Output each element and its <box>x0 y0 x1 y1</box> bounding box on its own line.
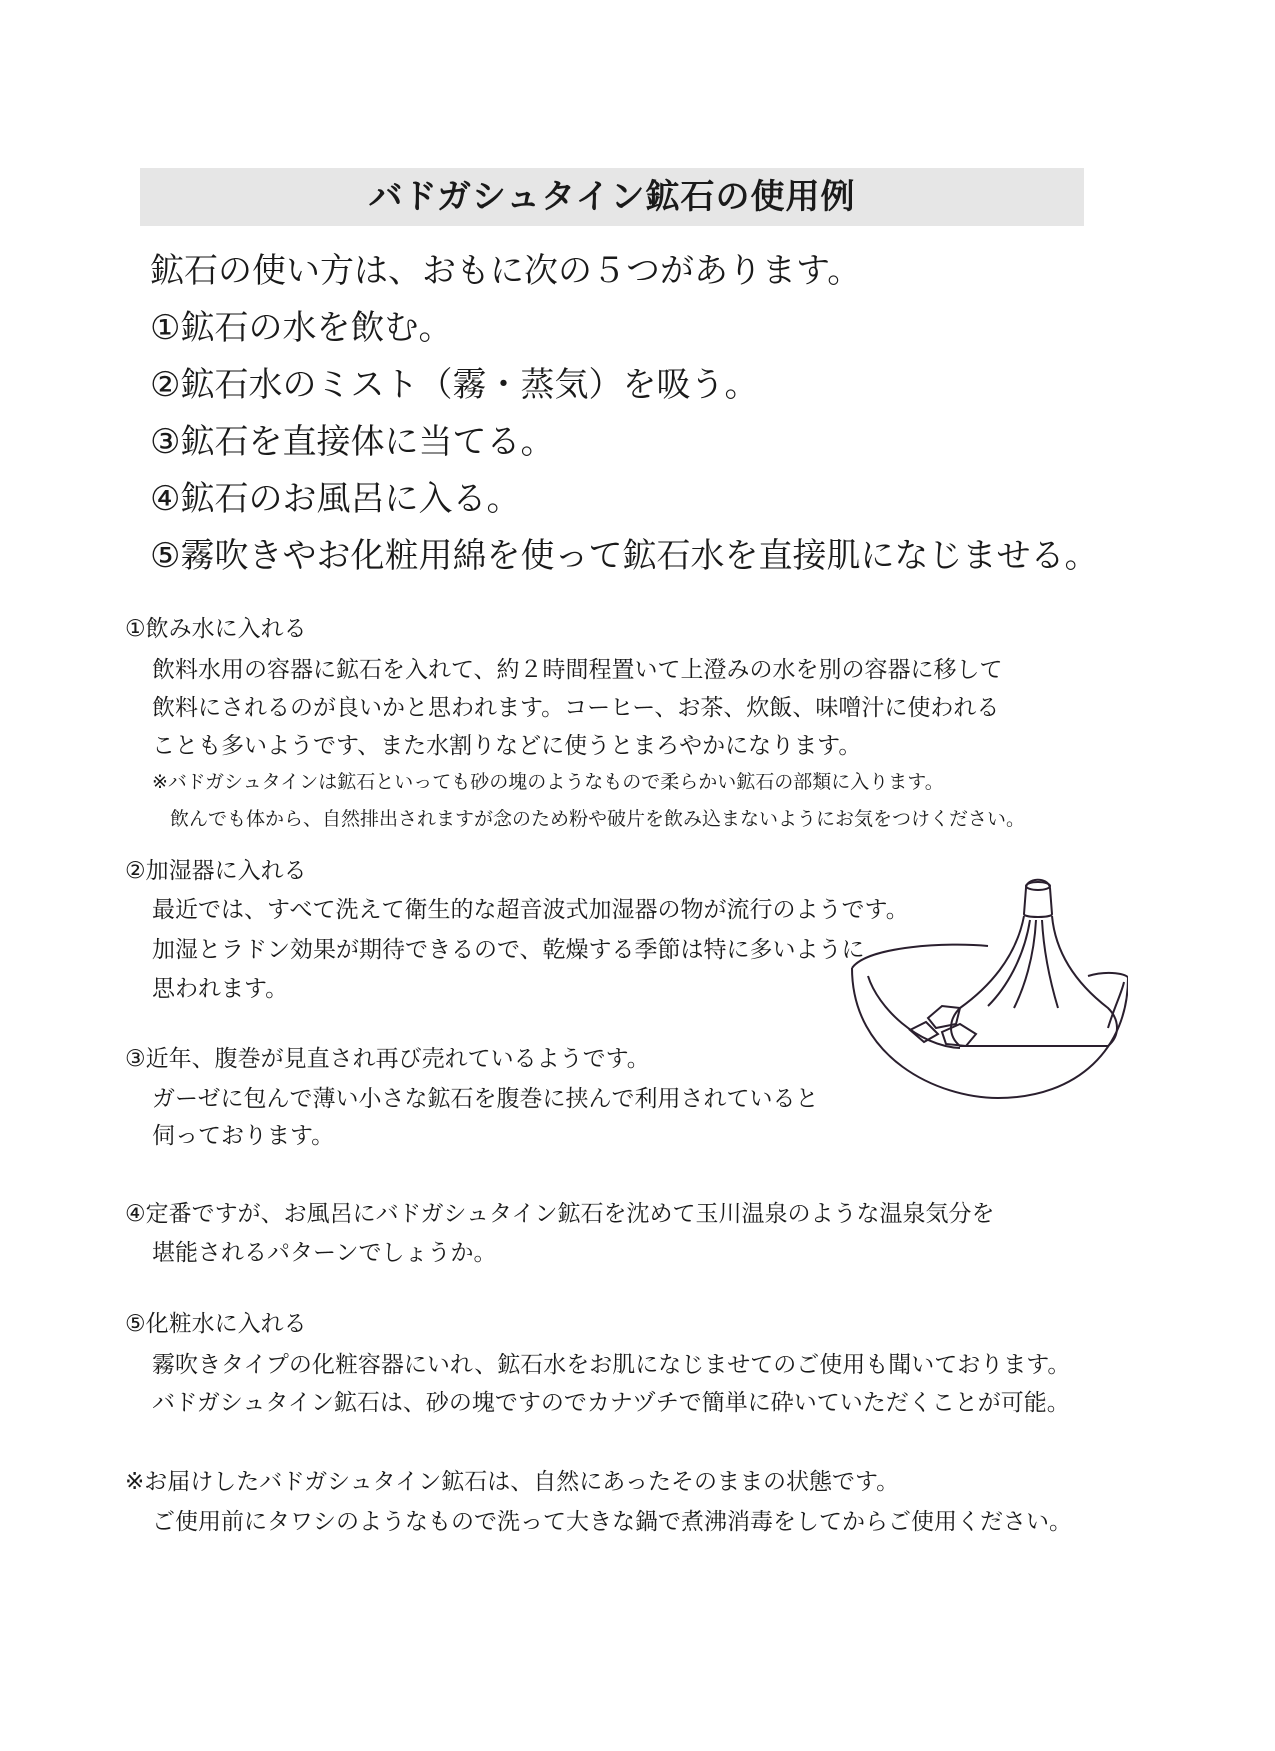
section-4-line-1: 堪能されるパターンでしょうか。 <box>152 1240 497 1266</box>
section-2-line-1: 最近では、すべて洗えて衛生的な超音波式加湿器の物が流行のようです。 <box>152 897 909 923</box>
usage-item-2: ②鉱石水のミスト（霧・蒸気）を吸う。 <box>150 365 759 405</box>
section-5-line-2: バドガシュタイン鉱石は、砂の塊ですのでカナヅチで簡単に砕いていただくことが可能。 <box>152 1390 1070 1416</box>
closing-note-2: ご使用前にタワシのようなもので洗って大きな鍋で煮沸消毒をしてからご使用ください。 <box>152 1509 1072 1535</box>
section-1-note-1: ※バドガシュタインは鉱石といっても砂の塊のようなもので柔らかい鉱石の部類に入ります。 <box>152 771 944 793</box>
section-1-line-3: ことも多いようです、また水割りなどに使うとまろやかになります。 <box>152 733 862 759</box>
usage-item-3: ③鉱石を直接体に当てる。 <box>150 422 555 462</box>
usage-item-5: ⑤霧吹きやお化粧用綿を使って鉱石水を直接肌になじませる。 <box>150 536 1099 576</box>
section-1-line-2: 飲料にされるのが良いかと思われます。コーヒー、お茶、炊飯、味噌汁に使われる <box>152 695 1000 721</box>
usage-item-1: ①鉱石の水を飲む。 <box>150 308 453 348</box>
section-4-heading: ④定番ですが、お風呂にバドガシュタイン鉱石を沈めて玉川温泉のような温泉気分を <box>125 1201 995 1227</box>
section-2-line-3: 思われます。 <box>152 976 289 1002</box>
section-2-line-2: 加湿とラドン効果が期待できるので、乾燥する季節は特に多いように <box>152 937 865 963</box>
section-2-heading: ②加湿器に入れる <box>125 858 307 884</box>
humidifier-illustration <box>838 858 1128 1118</box>
section-3-line-2: 伺っております。 <box>152 1123 335 1149</box>
section-1-heading: ①飲み水に入れる <box>125 616 307 642</box>
closing-note-1: ※お届けしたバドガシュタイン鉱石は、自然にあったそのままの状態です。 <box>125 1469 900 1495</box>
intro-text: 鉱石の使い方は、おもに次の５つがあります。 <box>150 251 862 291</box>
page-title: バドガシュタイン鉱石の使用例 <box>368 177 856 217</box>
section-1-note-2: 飲んでも体から、自然排出されますが念のため粉や破片を飲み込まないようにお気をつけください。 <box>170 808 1026 830</box>
section-5-line-1: 霧吹きタイプの化粧容器にいれ、鉱石水をお肌になじませてのご使用も聞いております。 <box>152 1352 1071 1378</box>
usage-item-4: ④鉱石のお風呂に入る。 <box>150 479 521 519</box>
section-3-heading: ③近年、腹巻が見直され再び売れているようです。 <box>125 1046 650 1072</box>
section-3-line-1: ガーゼに包んで薄い小さな鉱石を腹巻に挟んで利用されていると <box>152 1086 819 1112</box>
section-1-line-1: 飲料水用の容器に鉱石を入れて、約２時間程置いて上澄みの水を別の容器に移して <box>152 657 1003 683</box>
section-5-heading: ⑤化粧水に入れる <box>125 1311 307 1337</box>
